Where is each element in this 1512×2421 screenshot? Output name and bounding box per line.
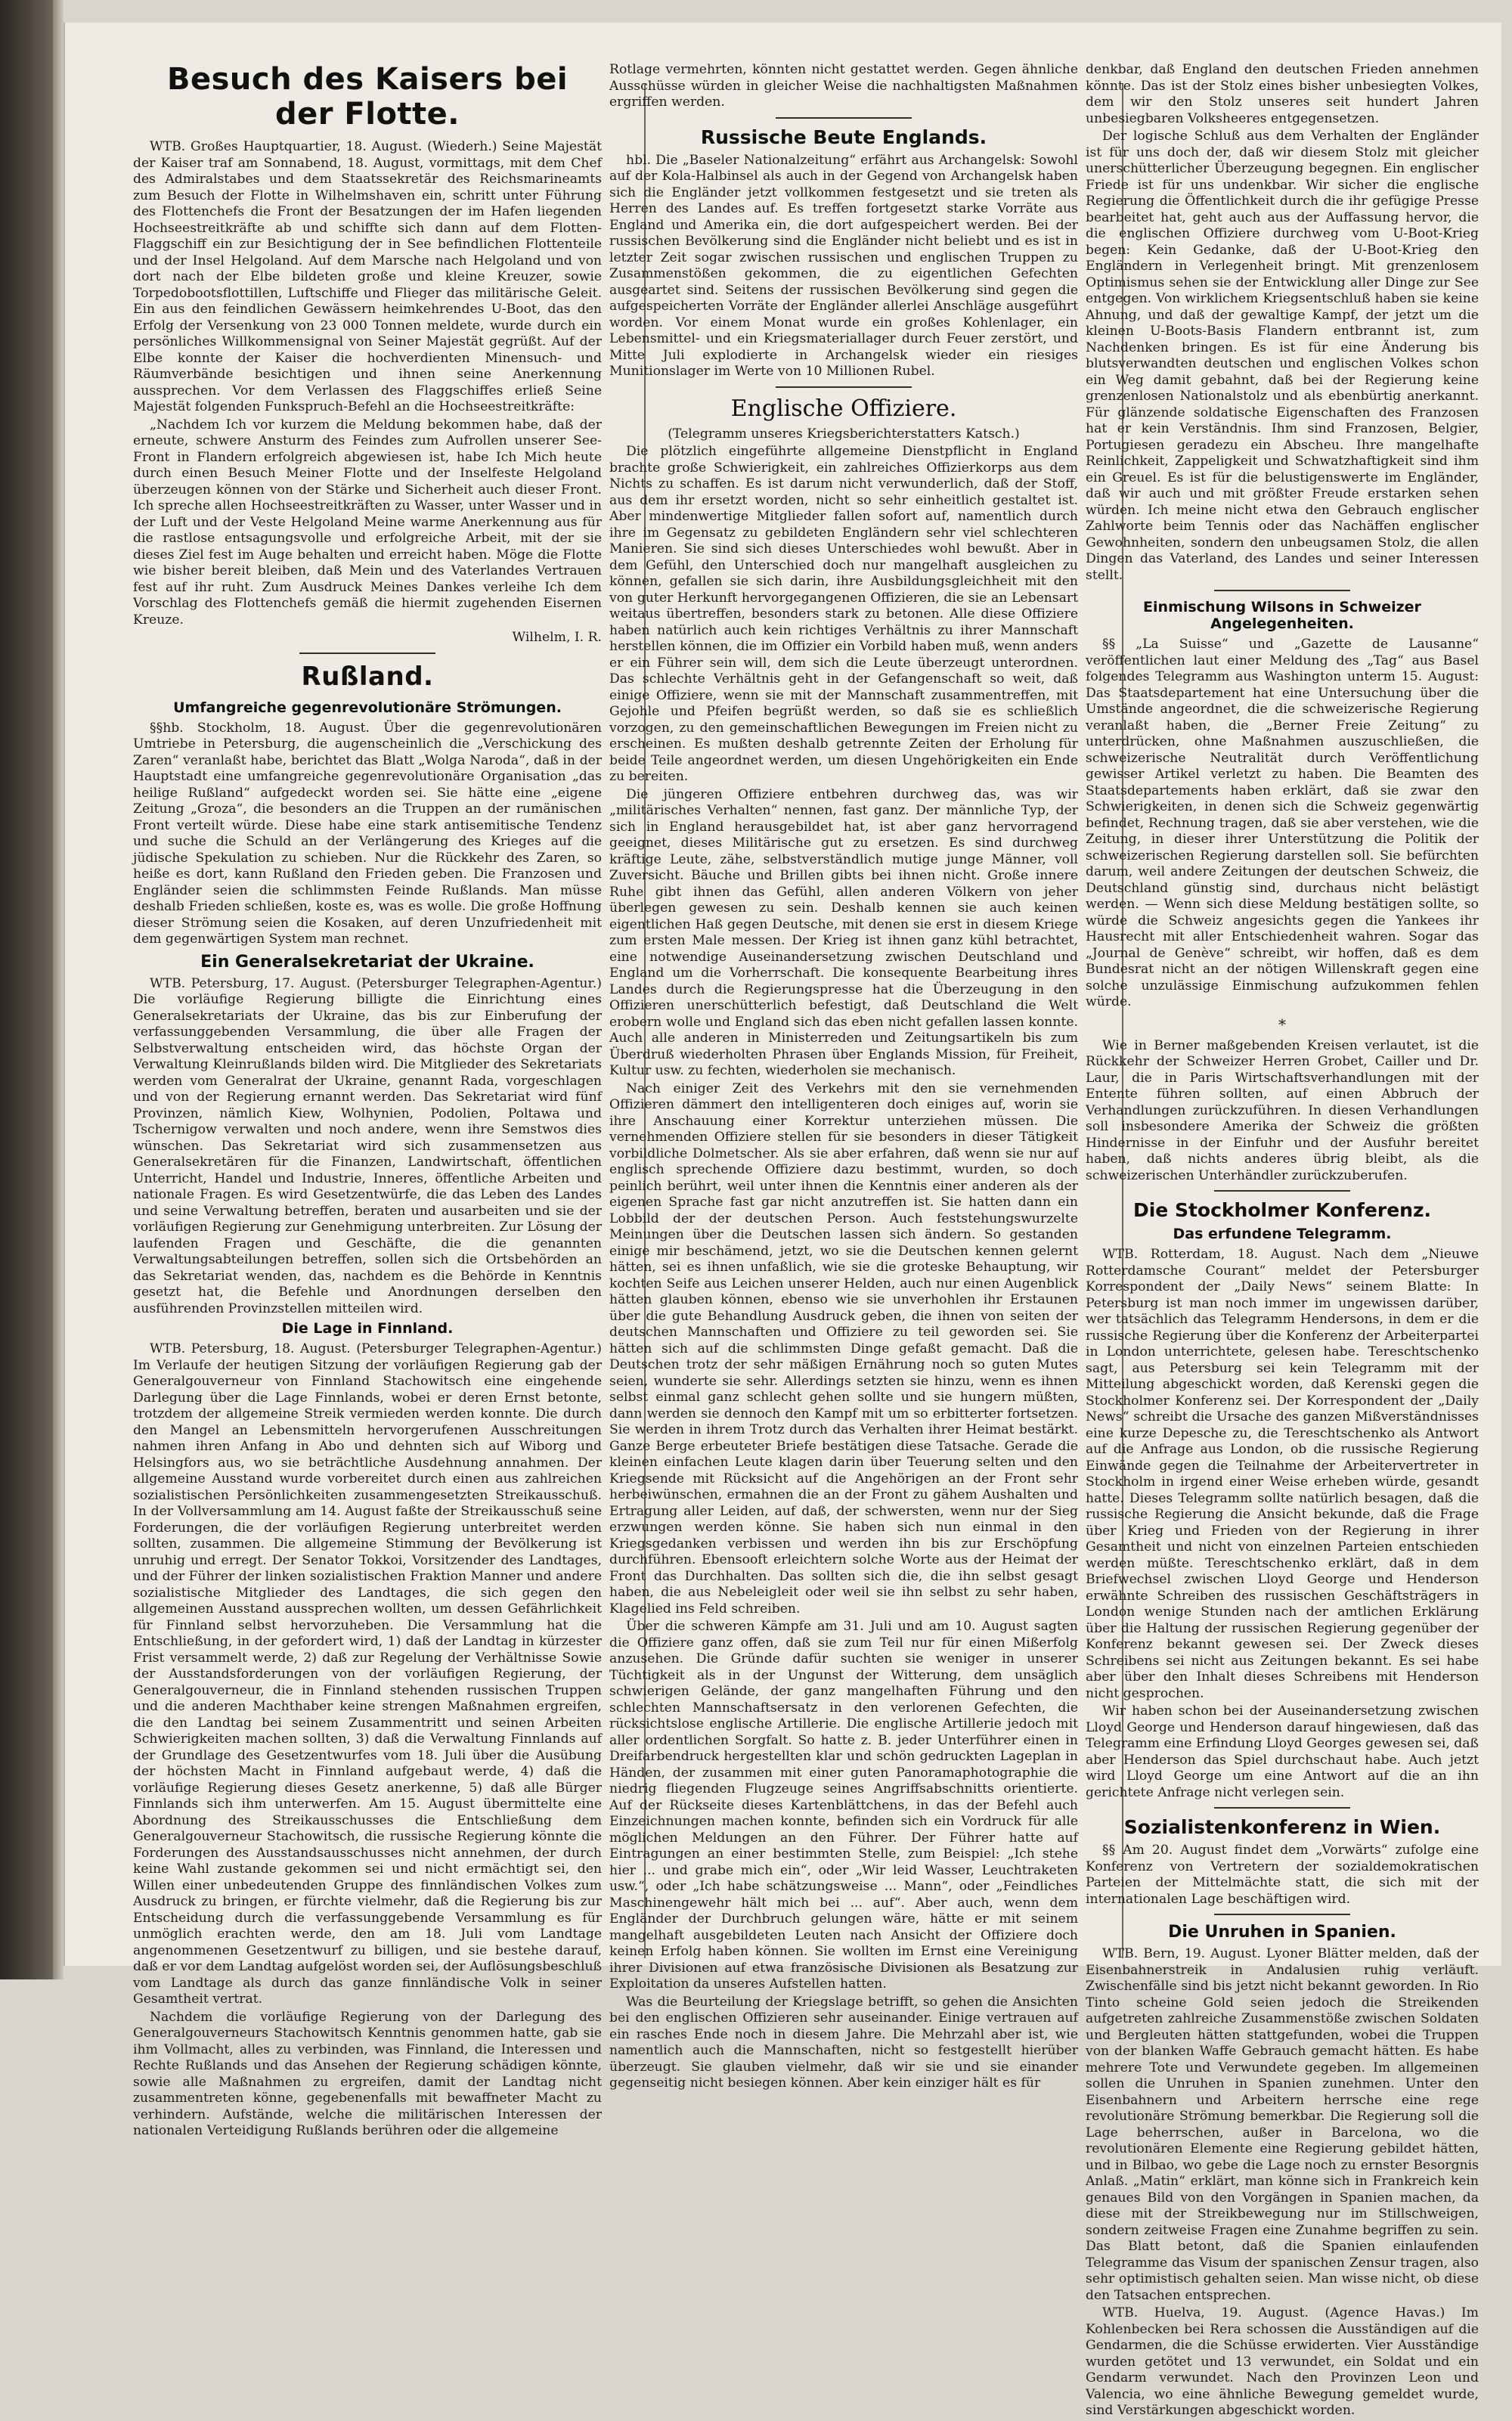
russland-paragraph-1: §§hb. Stockholm, 18. August. Über die gegenrevolutionären Umtriebe in Petersburg, die augenscheinlich die „Verschickung des Zaren“ veranlaßt habe, berichtet das Blatt „Wolga Naroda“, daß in der Hauptstadt eine umfangreiche gegenrevolutionäre Organisation „das heilige Rußland“ aufgedeckt worden sei. Sie hätte eine „eigene Zeitung „Groza“, die besonders an die Truppen an der rumänischen Front verteilt würde. Diese habe eine stark antisemitische Tendenz und suche die Schuld an der Verlängerung des Krieges auf die jüdische Spekulation zu schieben. Nur die Rückkehr des Zaren, so heiße es dort, kann Rußland den Frieden geben. Die Franzosen und Engländer seien die schlimmsten Feinde Rußlands. Man müsse deshalb Frieden schließen, koste es, was es wolle. Die große Hoffnung dieser Strömung seien die Kosaken, auf deren Unzufriedenheit mit dem gegenwärtigen System man rechnet. [133,720,602,947]
divider [1214,1914,1350,1915]
col3-top-paragraph-2: Der logische Schluß aus dem Verhalten der Engländer ist für uns doch der, daß wir diesem Stolz mit gleicher unerschütterlicher Überzeugung begegnen. Ein englischer Friede ist für uns undenkbar. Wir sicher die englische Regierung die Öffentlichkeit durch die ihr gefügige Presse bearbeitet hat, geht auch aus der Auffassung hervor, die die englischen Offiziere durchweg vom U-Boot-Krieg begen: Kein Gedanke, daß der U-Boot-Krieg den Engländern in Verlegenheit bringt. Mit grenzenlosem Optimismus sehen sie der Entwicklung aller Dinge zur See entgegen. Von wirklichem Kriegsentschluß haben sie keine Ahnung, und daß der gewaltige Kampf, der jetzt um die kleinen U-Boots-Basis Flandern entbrannt ist, zum Nachdenken bringen. Es ist für eine Änderung bis blutsverwandten deutschen und englischen Volkes schon ein Weg damit gebahnt, daß bei der Regierung keine grenzenlosen Nationalstolz und als ebenbürtig anerkannt. Für glänzende soldatische Eigenschaften des Franzosen hat er kein Verständnis. Ihm sind Franzosen, Belgier, Portugiesen geradezu ein Abscheu. Ihre mangelhafte Reinlichkeit, Zappeligkeit und Schwatzhaftigkeit sind ihm ein Greuel. Es ist für die belustigenswerte im Engländer, daß wir auch und mit größter Freude erstarken sehen würden. Ich meine nicht etwa den Gebrauch englischer Zahlworte beim Tennis oder das Nachäffen englischer Gewohnheiten, sondern den unbeugsamen Stolz, die allen Dingen das Vaterland, des Landes und seiner Interessen stellt. [1086,129,1479,583]
col2-top-paragraph: Rotlage vermehrten, könnten nicht gestattet werden. Gegen ähnliche Ausschüsse würden in gleicher Weise die nachhaltigsten Maßnahmen ergriffen werden. [609,62,1078,110]
divider [776,386,912,388]
russland-subheadline: Umfangreiche gegenrevolutionäre Strömungen. [173,699,562,716]
wien-paragraph-1: §§ Am 20. August findet dem „Vorwärts“ zufolge eine Konferenz von Vertretern der sozialdemokratischen Parteien der Mittelmächte statt, die sich mit der internationalen Lage beschäftigen wird. [1086,1843,1479,1907]
wilson-paragraph-2: Wie in Berner maßgebenden Kreisen verlautet, ist die Rückkehr der Schweizer Herren Grobet, Cailler und Dr. Laur, die in Paris Wirtschaftsverhandlungen mit der Entente führen sollten, auf einen Abbruch der Verhandlungen zurückzuführen. In diesen Verhandlungen soll insbesondere Amerika der Schweiz die größten Hindernisse in der Einfuhr und der Ausfuhr bereitet haben, daß nichts anderes übrig bleibt, als die schweizerischen Unterhändler zurückzuberufen. [1086,1037,1479,1183]
offiziere-headline: Englische Offiziere. [730,395,957,422]
wien-headline: Sozialistenkonferenz in Wien. [1123,1816,1441,1838]
stockholm-subheadline: Das erfundene Telegramm. [1173,1226,1392,1242]
wilson-headline: Einmischung Wilsons in Schweizer Angelegenheiten. [1143,599,1421,632]
finnland-headline: Die Lage in Finnland. [281,1320,454,1337]
divider [776,117,912,119]
finnland-paragraph-2: Nachdem die vorläufige Regierung von der Darlegung des Generalgouverneurs Stachowitsch Kenntnis genommen hatte, gab sie ihm Vollmacht, alles zu verbinden, was Finnland, die Interessen und Rechte Rußlands und das Ansehen der Regierung schädigen könnte, sowie alle Maßnahmen zu ergreifen, damit der Landtag nicht zusammentreten könne, gegebenenfalls mit bewaffneter Macht zu verhindern. Aufstände, welche die militärischen Interessen der nationalen Verteidigung Rußlands berühren oder die allgemeine [133,2009,602,2138]
column-2 [609,62,1078,2094]
column-1 [133,62,602,2141]
divider [1214,1807,1350,1809]
column-3 [1086,62,1479,2421]
stockholm-paragraph-2: Wir haben schon bei der Auseinandersetzung zwischen Lloyd George und Henderson darauf hingewiesen, daß das Telegramm eine Erfindung Lloyd Georges gewesen sei, daß aber Henderson das Spiel durchschaut habe. Auch jetzt wird Lloyd George um eine Antwort auf die an ihn gerichtete Anfrage nicht verlegen sein. [1086,1703,1479,1800]
divider [299,653,435,654]
beute-headline: Russische Beute Englands. [700,126,987,148]
col3-top-paragraph: denkbar, daß England den deutschen Frieden annehmen könnte. Das ist der Stolz eines bisher unbesiegten Volkes, dem wir den Stolz unseres seit hundert Jahren unbesiegbaren Volksheeres entgegensetzen. [1086,62,1479,126]
stockholm-headline: Die Stockholmer Konferenz. [1132,1199,1431,1221]
offiziere-paragraph-1: Die plötzlich eingeführte allgemeine Dienstpflicht in England brachte große Schwierigkeit, ein zahlreiches Offizierkorps aus dem Nichts zu schaffen. Es ist darum nicht verwunderlich, daß der Stoff, aus dem ihr ersetzt worden, nicht so sehr einheitlich gestaltet ist. Aber mindenwertige Mitglieder fallen sofort auf, namentlich durch ihre im Gegensatz zu gebildeten Engländern sehr viel schlechteren Manieren. Sie sind sich dieses Unterschiedes wohl bewußt. Aber in dem Gefühl, den Unterschied doch nur mangelhaft ausgleichen zu können, gefallen sie sich darin, ihre Ausbildungsgleichheit mit den von guter Herkunft hervorgegangenen Offizieren, die sie an Lebensart weitaus übertreffen, besonders stark zu betonen. Alle diese Offiziere haben natürlich auch kein richtiges Verhältnis zu ihrer Mannschaft herstellen können, die im Offizier ein Vorbild haben muß, wenn anders er ein Führer sein will, dem sich die Leute überzeugt unterordnen. Das schlechte Verhältnis geht in der Gefangenschaft so weit, daß einige Offiziere, wenn sie mit der Mannschaft zusammentreffen, mit Gejohle und Pfeifen begrüßt werden, so daß sie es schließlich vorzogen, zu den gemeinschaftlichen Bewegungen im Freien nicht zu erscheinen. Es mußten deshalb getrennte Zeiten der Erholung für beide Teile angeordnet werden, um diesen Ungehörigkeiten ein Ende zu bereiten. [609,444,1078,784]
ukraine-headline: Ein Generalsekretariat der Ukraine. [200,952,534,972]
divider [1214,1190,1350,1192]
finnland-paragraph-1: WTB. Petersburg, 18. August. (Petersburger Telegraphen-Agentur.) Im Verlaufe der heutigen Sitzung der vorläufigen Regierung gab der Generalgouverneur von Finnland Stachowitsch eine eingehende Darlegung über die Lage Finnlands, wobei er deren Ernst betonte, trotzdem der allgemeine Streik vermieden werden konnte. Die durch den Mangel an Lebensmitteln hervorgerufenen Ausschreitungen nahmen ihren Anfang in Abo und dehnten sich auf Wiborg und Helsingfors aus, wo sie beträchtliche Ausdehnung annahmen. Der allgemeine Ausstand wurde vorbereitet durch einen aus zahlreichen sozialistischen Persönlichkeiten zusammengesetzten Streikausschuß. In der Vollversammlung am 14. August faßte der Streikausschuß seine Forderungen, die der vorläufigen Regierung unterbreitet werden sollten, zusammen. Die allgemeine Stimmung der Bevölkerung ist unruhig und erregt. Der Senator Tokkoi, Vorsitzender des Landtages, und der Führer der linken sozialistischen Fraktion Manner und andere sozialistische Mitglieder des Landtages, die sich gegen den allgemeinen Ausstand aussprechen wollten, um dessen Gefährlichkeit für Finnland selbst hervorzuheben. Die Versammlung hat die Entschließung, in der gefordert wird, 1) daß der Landtag in kürzester Frist versammelt werde, 2) daß zur Regelung der Verhältnisse Sowie der Ausstandsforderungen von der vorläufigen Regierung, der Generalgouverneur, die in Finnland stehenden russischen Truppen und die anderen Machthaber keine strengen Maßnahmen ergreifen, die den Landtag bei seinem Zusammentritt und seinen Arbeiten Schwierigkeiten machen sollten, 3) daß die Verwaltung Finnlands auf der Grundlage des Gesetzentwurfes vom 18. Juli über die Ausübung der höchsten Macht in Finnland aufgebaut werde, 4) daß die vorläufige Regierung dieses Gesetz anerkenne, 5) daß alle Bürger Finnlands sich ihm unterwerfen. Am 15. August übermittelte eine Abordnung des Streikausschusses die Entschließung dem Generalgouverneur Stachowitsch, die russische Regierung könnte die Forderungen des Ausstandsausschusses nicht annehmen, der durch keine Wahl zustande gekommen sei und nicht ermächtigt sei, den Willen einer unbedeutenden Gruppe des finnländischen Volkes zum Ausdruck zu bringen, er fürchte vielmehr, daß die Regierung bis zur Entscheidung durch die verfassunggebende Versammlung es für unmöglich erachten werde, den am 18. Juli vom Landtage angenommenen Gesetzentwurf zu billigen, und sie bestehe darauf, daß er vor dem Landtag aufgelöst worden sei, der Auflösungsbeschluß vom Landtage als durch das ganze finnländische Volk in seiner Gesamtheit vertrat. [133,1341,602,2007]
newspaper-page [64,23,1501,2418]
ukraine-paragraph-1: WTB. Petersburg, 17. August. (Petersburger Telegraphen-Agentur.) Die vorläufige Regierung billigte die Einrichtung eines Generalsekretariats der Ukraine, das bis zur Einberufung der verfassunggebenden Versammlung, die über alle Fragen der Selbstverwaltung entscheiden wird, das höchste Organ der Verwaltung Kleinrußlands bilden wird. Die Mitglieder des Sekretariats werden vom Generalrat der Ukraine, genannt Rada, vorgeschlagen und von der Regierung ernannt werden. Das Sekretariat wird fünf Provinzen, nämlich Kiew, Wolhynien, Podolien, Poltawa und Tschernigow verwalten und noch andere, wenn ihre Semstwos dies wünschen. Das Sekretariat wird sich zusammensetzen aus Generalsekretären für die Finanzen, Landwirtschaft, öffentlichen Unterricht, Handel und Industrie, Inneres, öffentliche Arbeiten und nationale Fragen. Es wird Gesetzentwürfe, die das Leben des Landes und seine Verwaltung betreffen, beraten und ausarbeiten und sie der vorläufigen Regierung zur Genehmigung unterbreiten. Zur Lösung der laufenden Fragen und Geschäfte, die die genannten Verwaltungsabteilungen betreffen, sollen sich die Ortsbehörden an das Sekretariat wenden, das, nachdem es die Behörde in Kenntnis gesetzt hat, die Befehle und Anordnungen derselben den ausführenden Provinzstellen mitteilen wird. [133,975,602,1316]
offiziere-paragraph-4: Über die schweren Kämpfe am 31. Juli und am 10. August sagten die Offiziere ganz offen, daß sie zum Teil nur für einen Mißerfolg anzusehen. Die Gründe dafür suchten sie weniger in unserer Tüchtigkeit als in der Ungunst der Witterung, dem unsäglich schwierigen Gelände, der ganz mangelhaften Führung und den schlechten Mannschaftsersatz in den verlorenen Gefechten, die rücksichtslose englische Artillerie. Die englische Artillerie jedoch mit aller ordentlichen Sorgfalt. So hatte z. B. jeder Unterführer einen in Dreifarbendruck hergestellten klar und schön gedruckten Lageplan in Händen, der zusammen mit einer guten Panoramaphotographie die niedrig fliegenden Flugzeuge seines Angriffsabschnitts orientierte. Auf der Rückseite dieses Kartenblättchens, in das der Befehl auch Einzeichnungen machen konnte, befinden sich ein Vordruck für alle möglichen Meldungen an den Führer. Der Führer hatte auf Eintragungen an einer bestimmten Stelle, zum Beispiel: „Ich stehe hier ... und grabe mich ein“, oder „Wir leid Wasser, Leuchtraketen usw.“, oder „Ich habe schätzungsweise ... Mann“, oder „Feindliches Maschinengewehr hält mich bei ... auf“. Aber auch, wenn dem Engländer der Durchbruch gelungen wäre, hätte er mit seinem mangelhaft ausgebildeten Leuten nach Ansicht der Offiziere doch keinen Erfolg haben können. Sie wollten im Ernst eine Vereinigung ihrer Divisionen auf etwa französische Divisionen als Besatzung zur Exploitation da unseres Aufstellen hatten. [609,1619,1078,1992]
offiziere-paragraph-3: Nach einiger Zeit des Verkehrs mit den sie vernehmenden Offizieren dämmert den intelligenteren doch einiges auf, worin sie ihre Anschauung einer Korrektur unterziehen müssen. Die vernehmenden Offiziere stellen für sie besonders in dieser Tätigkeit vorbildliche Dolmetscher. Als sie aber erfahren, daß wenn sie nur auf englisch sprechende Offiziere dazu bestimmt, wurden, so doch peinlich berührt, weil unter ihnen die Kenntnis einer anderen als der eigenen Sprache fast gar nicht anzutreffen ist. Sie hatten dann ein Lobbild der der deutschen Person. Auch feststehungswurzelte Meinungen über die Deutschen lassen sich ändern. So gestanden einige mir beschämend, jetzt, wo sie die Deutschen kennen gelernt hätten, sei es ihnen unfaßlich, wie sie die groteske Behauptung, wir kochten Seife aus Leichen unserer Helden, auch nur einen Augenblick hätten glauben können, ebenso wie sie unverhohlen ihr Erstaunen über die gute Behandlung Ausdruck geben, die ihnen von seiten der deutschen Mannschaften und Offiziere zu teil geworden sei. Sie hätten sich auf die schlimmsten Dinge gefaßt gemacht. Daß die Deutschen trotz der sehr mäßigen Ernährung noch so guten Mutes seien, wunderte sie sehr. Allerdings setzten sie hinzu, wenn es ihnen selbst einmal ganz schlecht gehen sollte und sie hungern müßten, dann werden sie dennoch den Kampf mit um so erbitterter fortsetzen. Sie werden in ihrem Trotz durch das Verhalten ihrer Heimat bestärkt. Ganze Berge erbeuteter Briefe bestätigen diese Tatsache. Gerade die kleinen einfachen Leute klagen darin über Teuerung selten und den Kriegsende mit Rücksicht auf die Angehörigen an der Front sehr herbeiwünschen, ermahnen die an der Front zu gähem Aushalten und Ertragung aller Leiden, auf daß, der schwersten, wenn nur der Sieg erzwungen werden könne. Sie haben sich nun einmal in den Kriegsgedanken verbissen und werden ihn bis zur Erschöpfung durchführen. Ebensooft erleichtern solche Worte aus der Heimat der Front das Durchhalten. Das sollten sich die, die ihn selbst gesagt haben, die aus Nebeleigleit oder weil sie ihn selbst zu sehr haben, Klagelied ins Feld schreiben. [609,1080,1078,1617]
wilson-paragraph-1: §§ „La Suisse“ und „Gazette de Lausanne“ veröffentlichen laut einer Meldung des „Tag“ aus Basel folgendes Telegramm aus Washington unterm 15. August: Das Staatsdepartement hat eine Untersuchung über die Umstände angeordnet, die die schweizerische Regierung veranlaßt haben, die „Berner Freie Zeitung“ zu unterdrücken, ohne Maßnahmen auszuschließen, die schweizerische Neutralität durch Veröffentlichung gewisser Artikel verletzt zu haben. Die Beamten des Staatsdepartements haben erklärt, daß sie zwar den Schwierigkeiten, in denen sich die Schweiz gegenwärtig befindet, Rechnung tragen, daß sie aber verstehen, wie die Zeitung, in dieser ihrer Unterstützung die Politik der schweizerischen Regierung darstellen soll. Sie befürchten darum, weil andere Zeitungen der deutschen Schweiz, die Deutschland günstig sind, durchaus nicht belästigt werden. — Wenn sich diese Meldung bestätigen sollte, so würde die Schweiz angesichts gegen die Yankees ihr Hausrecht mit aller Entschiedenheit wahren. Sogar das „Journal de Genève“ schreibt, wir hoffen, daß es dem Bundesrat nicht an der nötigen Willenskraft gegen eine solche unzulässige Einmischung aufzukommen fehlen würde. [1086,637,1479,1009]
kaiser-signature: Wilhelm, I. R. [512,630,602,645]
offiziere-intro: (Telegramm unseres Kriegsberichterstatters Katsch.) [668,426,1020,442]
divider [1214,590,1350,591]
stockholm-paragraph-1: WTB. Rotterdam, 18. August. Nach dem „Nieuwe Rotterdamsche Courant“ meldet der Petersburger Korrespondent der „Daily News“ seinem Blatte: In Petersburg ist man noch immer im ungewissen darüber, wer tatsächlich das Telegramm Hendersons, in dem er die russische Regierung über die Konferenz der Arbeiterpartei in London unterrichtete, gelesen habe. Tereschtschenko sagt, aus Petersburg sei kein Telegramm mit der Mitteilung abgeschickt worden, daß Kerenski gegen die Stockholmer Konferenz sei. Der Korrespondent der „Daily News“ schreibt die Ursache des ganzen Mißverständnisses eine kurze Depesche zu, die Tereschtschenko als Antwort auf die Anfrage aus London, ob die russische Regierung Einwände gegen die Teilnahme der Arbeitervertreter in Stockholm in irgend einer Weise erheben würde, gesandt hatte. Dieses Telegramm sollte natürlich besagen, daß die russische Regierung die Ansicht bekunde, daß die Frage über Krieg und Frieden von der Regierung in ihrer Gesamtheit und nicht von einzelnen Parteien entschieden werden müßte. Tereschtschenko erklärt, daß in dem Briefwechsel zwischen Lloyd George und Henderson erwähnte Schreiben des russischen Geschäftsträgers in London wenige Stunden nach der amtlichen Erklärung über die Haltung der russischen Regierung gegenüber der Konferenz bekannt gewesen sei. Der Zweck dieses Schreibens sei nicht aus Zeitungen bekannt. Es sei habe aber über den Inhalt dieses Schreibens mit Henderson nicht gesprochen. [1086,1247,1479,1701]
kaiser-paragraph-1: WTB. Großes Hauptquartier, 18. August. (Wiederh.) Seine Majestät der Kaiser traf am Sonnabend, 18. August, vormittags, mit dem Chef des Admiralstabes und dem Staatssekretär des Reichsmarineamts zum Besuch der Flotte in Wilhelmshaven ein, schritt unter Führung des Flottenchefs die Front der Besatzungen der im Hafen liegenden Hochseestreitkräfte ab und schiffte sich dann auf dem Flotten-Flaggschiff ein zur Besichtigung der in See befindlichen Flottenteile und der Insel Helgoland. Auf dem Marsche nach Helgoland und von dort nach der Elbe bildeten große und kleine Kreuzer, sowie Torpedobootsflottillen, Luftschiffe und Flieger das militärische Geleit. Ein aus den feindlichen Gewässern heimkehrendes U-Boot, das den Erfolg der Versenkung von 23 000 Tonnen meldete, wurde durch ein persönliches Willkommensignal von Seiner Majestät gegrüßt. Auf der Elbe konnte der Kaiser die hochverdienten Minensuch- und Räumverbände besichtigen und ihnen seine Anerkennung aussprechen. Vor dem Verlassen des Flaggschiffes erließ Seine Majestät folgenden Funkspruch-Befehl an die Hochseestreitkräfte: [133,139,602,414]
spanien-paragraph-2: WTB. Huelva, 19. August. (Agence Havas.) Im Kohlenbecken bei Rera schossen die Ausständigen auf die Gendarmen, die die Schüsse erwiderten. Vier Ausständige wurden getötet und 13 verwundet, ein Soldat und ein Gendarm verwundet. Nach den Provinzen Leon und Valencia, wo eine ähnliche Bewegung gemeldet wurde, sind Verstärkungen abgeschickt worden. [1086,2305,1479,2418]
spanien-paragraph-1: WTB. Bern, 19. August. Lyoner Blätter melden, daß der Eisenbahnerstreik in Andalusien ruhig verläuft. Zwischenfälle sind bis jetzt nicht bekannt geworden. In Rio Tinto scheine Gold seien jedoch die Streikenden aufgetreten zahlreiche Zusammenstöße zwischen Soldaten und Bergleuten hätten stattgefunden, wobei die Truppen von der blanken Waffe Gebrauch gemacht hätten. Es habe mehrere Tote und Verwundete gegeben. Im allgemeinen sollen die Unruhen in Spanien zunehmen. Unter den Eisenbahnern und Arbeitern herrsche eine rege revolutionäre Strömung bemerkbar. Die Regierung soll die Lage beherrschen, außer in Barcelona, wo die revolutionären Elemente eine Regierung gebildet hätten, und in Bilbao, wo gebe die Lage noch zu ernster Besorgnis Anlaß. „Matin“ erklärt, man könne sich in Frankreich kein genaues Bild von den Vorgängen in Spanien machen, da diese mit der Streikbewegung nur im Stillschweigen, sondern zeitweise Fragen eine Zunahme begriffen zu sein. Das Blatt betont, daß die Spanien einlaufenden Telegramme das Visum der spanischen Zensur tragen, also sehr optimistisch gehalten seien. Man wisse nicht, ob diese den Tatsachen entsprechen. [1086,1946,1479,2303]
spanien-headline: Die Unruhen in Spanien. [1168,1923,1396,1942]
beute-paragraph-1: hbl. Die „Baseler Nationalzeitung“ erfährt aus Archangelsk: Sowohl auf der Kola-Halbinsel als auch in der Gegend von Archangelsk haben sich die Engländer jetzt vollkommen festgesetzt und sie treten als Herren des Landes auf. Es treffen fortgesetzt starke Vorräte aus England und Amerika ein, die dort aufgespeichert werden. Bei der russischen Bevölkerung sind die Engländer nicht beliebt und es ist in letzter Zeit sogar zwischen russischen und englischen Truppen zu Zusammenstößen gekommen, die zu eigentlichen Gefechten ausgeartet sind. Seitens der russischen Bevölkerung sind gegen die aufgespeicherten Vorräte der Engländer allerlei Anschläge ausgeführt worden. Vor einem Monat wurde ein großes Kohlenlager, ein Lebensmittel- und ein Kriegsmateriallager durch Feuer zerstört, und Mitte Juli explodierte in Archangelsk wieder ein riesiges Munitionslager im Werte von 10 Millionen Rubel. [609,152,1078,379]
section-star: * [1278,1015,1286,1034]
russland-headline: Rußland. [301,661,434,692]
offiziere-paragraph-5: Was die Beurteilung der Kriegslage betrifft, so gehen die Ansichten bei den englischen Offizieren sehr auseinander. Einige vertrauen auf ein rasches Ende noch in diesem Jahre. Die Mehrzahl aber ist, wie namentlich auch die Mannschaften, nicht so festgestellt hierüber überzeugt. Sie glauben vielmehr, daß wir sie und sie einander gegenseitig nicht besiegen können. Aber kein einziger hält es für [609,1994,1078,2091]
offiziere-paragraph-2: Die jüngeren Offiziere entbehren durchweg das, was wir „militärisches Verhalten“ nennen, fast ganz. Der männliche Typ, der sich in England herausgebildet hat, ist aber ganz hervorragend geeignet, dieses Militärische gut zu ersetzen. Es sind durchweg kräftige Leute, zähe, selbstverständlich mutige junge Männer, voll Zuversicht. Bäuche und Brillen gibts bei ihnen nicht. Große innere Ruhe gibt ihnen das Gefühl, allen anderen Völkern von jeher überlegen gewesen zu sein. Deshalb kennen sie auch keinen eigentlichen Haß gegen Deutsche, mit denen sie erst in diesem Kriege zum ersten Male messen. Der Krieg ist ihnen ganz kühl betrachtet, eine notwendige Auseinandersetzung zwischen Deutschland und England um die Vorherrschaft. Die konsequente Bearbeitung ihres Landes durch die Regierungspresse hat die Überzeugung in den Offizieren unerschütterlich befestigt, daß Deutschland die Welt erobern wolle und England sich das eben nicht gefallen lassen konnte. Auch alle anderen in Ministerreden und Zeitungsartikeln bis zum Überdruß wiederholten Phrasen über Englands Mission, für Freiheit, Kultur usw. zu fechten, wiederholen sie mechanisch. [609,786,1078,1078]
kaiser-headline: Besuch des Kaisers bei der Flotte. [166,62,569,132]
book-binding [0,0,53,1979]
binding-edge [53,0,64,1979]
kaiser-paragraph-2: „Nachdem Ich vor kurzem die Meldung bekommen habe, daß der erneute, schwere Ansturm des Feindes zum Aufrollen unserer See-Front in Flandern erfolgreich abgewiesen ist, habe Ich Mich heute durch einen Besuch Meiner Flotte und der Inselfeste Helgoland überzeugen können von der Stärke und Sicherheit auch dieser Front. Ich spreche allen Hochseestreitkräften zu Wasser, unter Wasser und in der Luft und der Veste Helgoland Meine warme Anerkennung aus für die rastlose entsagungsvolle und erfolgreiche Arbeit, mit der sie dieses Ziel fest im Auge behalten und erreicht haben. Möge die Flotte wie bisher bereit bleiben, daß Mein und des Vaterlandes Vertrauen fest auf ihr ruht. Zum Ausdruck Meines Dankes verleihe Ich dem Vorschlag des Flottenchefs gemäß die hiermit zugehenden Eisernen Kreuze. [133,417,602,628]
